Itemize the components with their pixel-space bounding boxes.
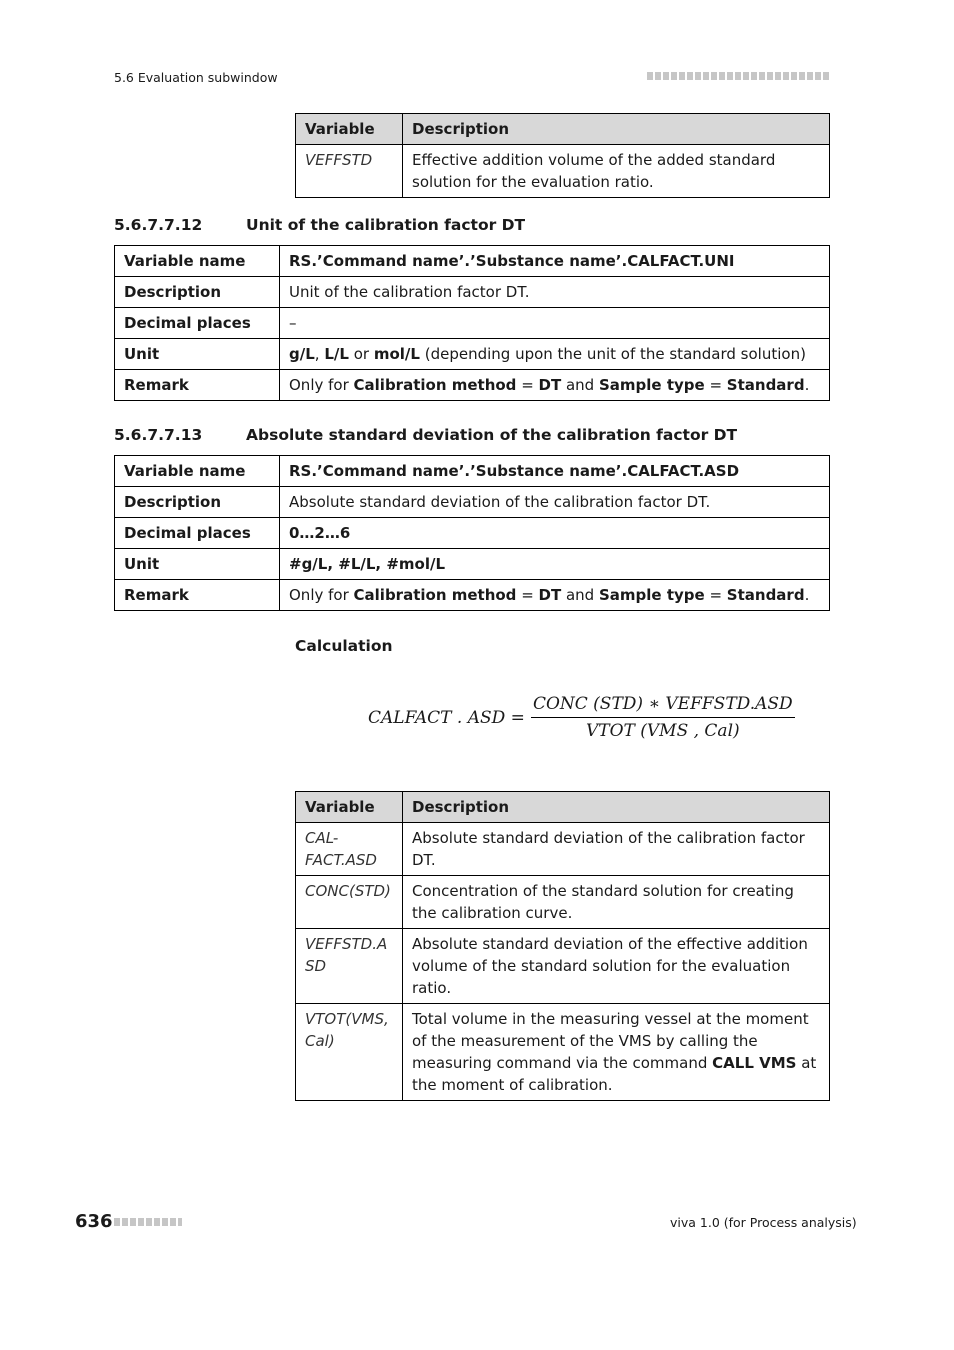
table-row: VTOT(VMS, Cal) Total volume in the measuring vessel at the moment of the measurement of the VMS by calling the measuring command via the command CALL VMS at the moment of calibration.	[296, 1004, 830, 1101]
properties-table-12: Variable name RS.’Command name’.’Substance name’.CALFACT.UNI Description Unit of the calibration factor DT. Decimal places – Unit g/L, L/L or mol/L (depending upon the unit of the standard solution) Remark Only for Calibration method = DT and Sample type = Standard.	[114, 245, 830, 401]
table-row: VEFFSTD.ASD Absolute standard deviation of the effective addition volume of the standard solution for the evaluation ratio.	[296, 929, 830, 1004]
variable-table-top	[295, 113, 830, 198]
table-row: VEFFSTD Effective addition volume of the added standard solution for the evaluation ratio.	[296, 145, 830, 198]
variable-table-bottom: Variable Description CAL-FACT.ASD Absolute standard deviation of the calibration factor DT. CONC(STD) Concentration of the standard solution for creating the calibration curve. VEFFSTD.ASD Absolute standard deviation of the effective addition volume of the standard solution for the evaluation ratio. VTOT(VMS, Cal) Total volume in the measuring vessel at the moment of the measurement of the VMS by calling the measuring command via the command CALL VMS at the moment of calibration.	[295, 791, 830, 1101]
header-decoration	[647, 72, 830, 80]
table-row: CAL-FACT.ASD Absolute standard deviation of the calibration factor DT.	[296, 823, 830, 876]
product-name: viva 1.0 (for Process analysis)	[670, 1215, 857, 1230]
properties-table-13: Variable name RS.’Command name’.’Substance name’.CALFACT.ASD Description Absolute standard deviation of the calibration factor DT. Decimal places 0…2…6 Unit #g/L, #L/L, #mol/L Remark Only for Calibration method = DT and Sample type = Standard.	[114, 455, 830, 611]
section-heading-12: 5.6.7.7.12 Unit of the calibration factor DT	[114, 216, 526, 234]
formula: CALFACT . ASD = $\frac{\text{CONC (STD) ∗ VEFFSTD.ASD}}{\text{VTOT (VMS , Cal)}}$	[368, 694, 793, 741]
footer-decoration	[114, 1218, 182, 1226]
running-header: 5.6 Evaluation subwindow	[114, 70, 278, 85]
section-heading-13: 5.6.7.7.13 Absolute standard deviation of the calibration factor DT	[114, 426, 738, 444]
calculation-heading: Calculation	[295, 637, 393, 655]
table-row: CONC(STD) Concentration of the standard solution for creating the calibration curve.	[296, 876, 830, 929]
col-variable: Variable	[296, 114, 403, 145]
page-number: 636	[75, 1211, 113, 1232]
col-description: Description	[403, 114, 830, 145]
